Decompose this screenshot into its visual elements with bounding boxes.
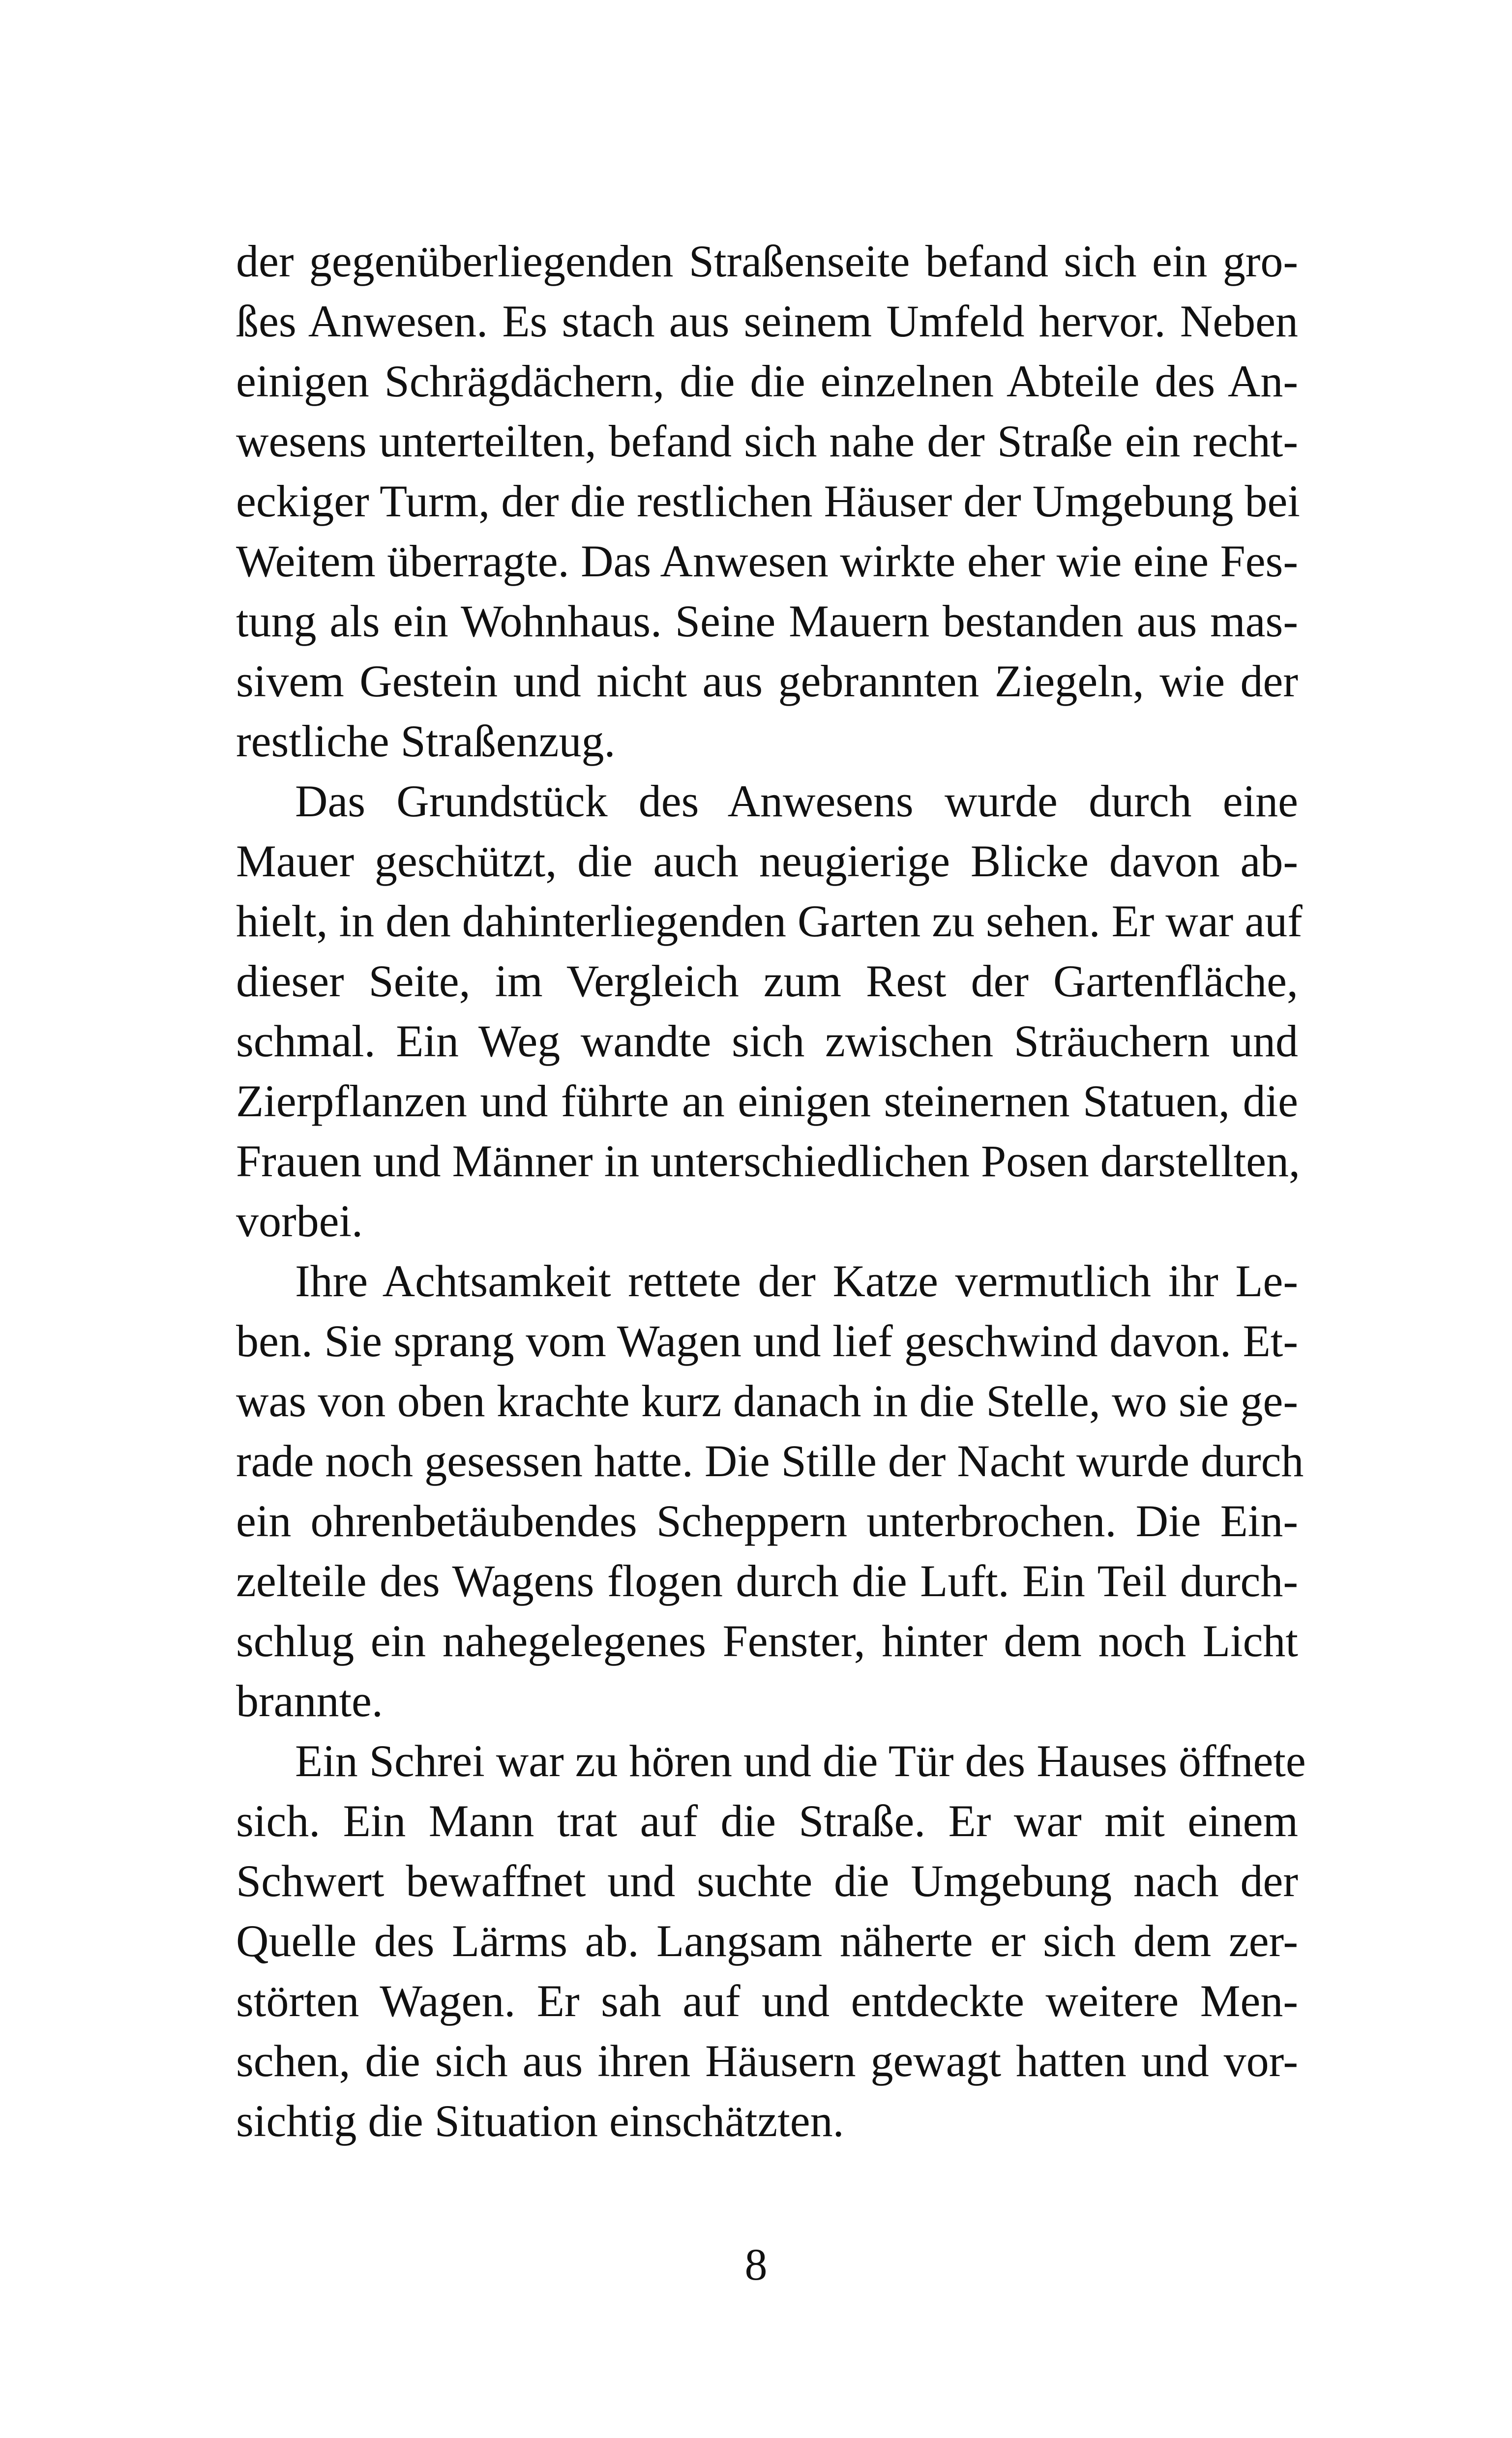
text-line: eckiger Turm, der die restlichen Häuser der Umgebung bei <box>236 476 1300 526</box>
text-line: Quelle des Lärms ab. Langsam näherte er sich dem zer- <box>236 1916 1298 1966</box>
text-line: sivem Gestein und nicht aus gebrannten Ziegeln, wie der <box>236 656 1298 706</box>
text-line: Das Grundstück des Anwesens wurde durch eine <box>295 776 1298 826</box>
text-line: hielt, in den dahinterliegenden Garten zu sehen. Er war auf <box>236 896 1303 946</box>
text-line: vorbei. <box>236 1196 363 1246</box>
text-line: schen, die sich aus ihren Häusern gewagt hatten und vor- <box>236 2036 1298 2086</box>
text-line: schmal. Ein Weg wandte sich zwischen Sträuchern und <box>236 1016 1298 1066</box>
text-line: ein ohrenbetäubendes Scheppern unterbrochen. Die Ein- <box>236 1496 1298 1546</box>
text-line: Frauen und Männer in unterschiedlichen Posen darstellten, <box>236 1136 1300 1186</box>
text-line: dieser Seite, im Vergleich zum Rest der Gartenfläche, <box>236 956 1298 1006</box>
text-line: Ein Schrei war zu hören und die Tür des Hauses öffnete <box>295 1736 1306 1786</box>
body-text <box>236 231 1306 2151</box>
text-line: Schwert bewaffnet und suchte die Umgebung nach der <box>236 1856 1298 1906</box>
text-line: Zierpflanzen und führte an einigen steinernen Statuen, die <box>236 1076 1298 1126</box>
text-line: tung als ein Wohnhaus. Seine Mauern bestanden aus mas- <box>236 596 1298 646</box>
text-line: brannte. <box>236 1676 383 1726</box>
page-number: 8 <box>744 2239 768 2289</box>
text-line: ben. Sie sprang vom Wagen und lief geschwind davon. Et- <box>236 1316 1298 1366</box>
text-line: Ihre Achtsamkeit rettete der Katze vermutlich ihr Le- <box>295 1256 1298 1306</box>
text-line: der gegenüberliegenden Straßenseite befand sich ein gro- <box>236 236 1298 286</box>
text-line: Weitem überragte. Das Anwesen wirkte eher wie eine Fes- <box>236 536 1298 586</box>
text-line: zelteile des Wagens flogen durch die Luft. Ein Teil durch- <box>236 1556 1298 1606</box>
text-line: sichtig die Situation einschätzten. <box>236 2096 844 2146</box>
text-line: Mauer geschützt, die auch neugierige Blicke davon ab- <box>236 836 1298 886</box>
text-line: wesens unterteilten, befand sich nahe der Straße ein recht- <box>236 416 1298 466</box>
text-line: rade noch gesessen hatte. Die Stille der Nacht wurde durch <box>236 1436 1304 1486</box>
text-line: störten Wagen. Er sah auf und entdeckte weitere Men- <box>236 1976 1298 2026</box>
text-line: restliche Straßenzug. <box>236 716 616 766</box>
text-line: einigen Schrägdächern, die die einzelnen Abteile des An- <box>236 356 1298 406</box>
text-line: was von oben krachte kurz danach in die Stelle, wo sie ge- <box>236 1376 1298 1426</box>
text-line: schlug ein nahegelegenes Fenster, hinter dem noch Licht <box>236 1616 1298 1666</box>
text-line: sich. Ein Mann trat auf die Straße. Er war mit einem <box>236 1796 1298 1846</box>
text-line: ßes Anwesen. Es stach aus seinem Umfeld hervor. Neben <box>236 296 1298 346</box>
